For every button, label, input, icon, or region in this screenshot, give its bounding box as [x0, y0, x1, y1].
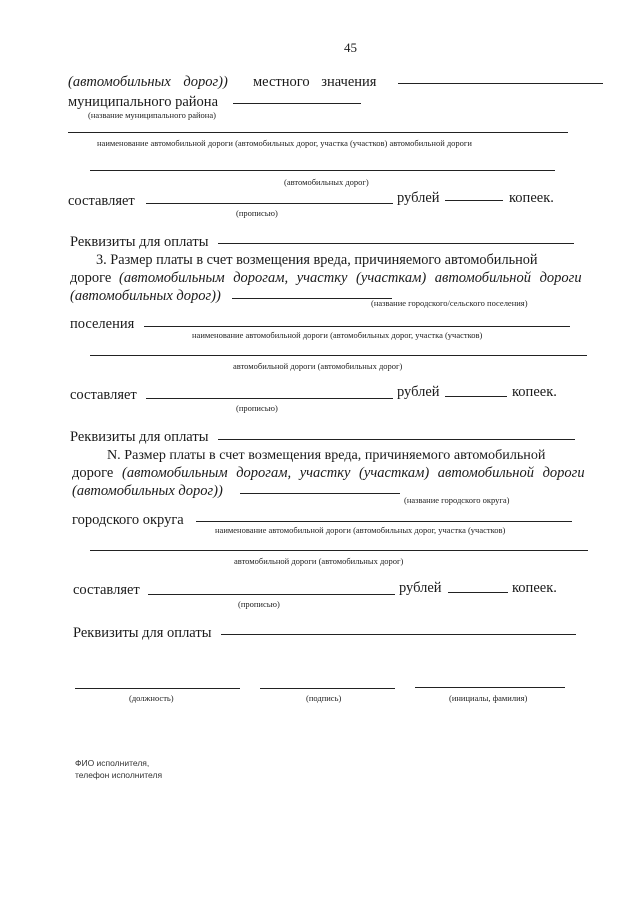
- in-words-caption: (прописью): [236, 208, 278, 218]
- blank-line: [221, 634, 576, 635]
- rubles-label: рублей: [397, 384, 440, 400]
- section-n-road-italic: (автомобильным дорогам, участку (участкам) автомобильной дороги: [122, 465, 585, 481]
- amount-label: составляет: [68, 193, 135, 209]
- blank-line: [144, 326, 570, 327]
- blank-line: [445, 200, 503, 201]
- executor-phone-label: телефон исполнителя: [75, 770, 163, 780]
- blank-line: [218, 439, 575, 440]
- blank-line: [90, 170, 555, 171]
- road-name-caption-2: (автомобильных дорог): [284, 177, 369, 187]
- position-signature-line: [75, 688, 240, 689]
- position-caption: (должность): [129, 693, 174, 703]
- section-n-road-word: дороге: [72, 465, 114, 481]
- settlement-label: поселения: [70, 316, 135, 332]
- blank-line: [448, 592, 508, 593]
- road-name-caption: наименование автомобильной дороги (автомобильных дорог, участка (участков): [192, 330, 483, 340]
- blank-line: [232, 298, 392, 299]
- blank-line: [68, 132, 568, 133]
- rubles-label: рублей: [399, 580, 442, 596]
- payment-details-label: Реквизиты для оплаты: [70, 234, 209, 250]
- initials-signature-line: [415, 687, 565, 688]
- section-n-road-italic-2: (автомобильных дорог)): [72, 483, 223, 499]
- section-3-road-italic: (автомобильным дорогам, участку (участкам) автомобильной дороги: [119, 270, 582, 286]
- blank-line: [146, 398, 393, 399]
- road-name-caption: наименование автомобильной дороги (автомобильных дорог, участка (участков) автомобильной дороги: [97, 138, 472, 148]
- city-district-caption: (название городского округа): [404, 495, 510, 505]
- blank-line: [240, 493, 400, 494]
- blank-line: [146, 203, 393, 204]
- amount-label: составляет: [70, 387, 137, 403]
- blank-line: [445, 396, 507, 397]
- district-caption: (название муниципального района): [88, 110, 216, 120]
- blank-line: [90, 355, 587, 356]
- page-number: 45: [344, 40, 357, 55]
- local-significance-text: местного значения: [253, 74, 377, 90]
- road-name-caption-2: автомобильной дороги (автомобильных дорог): [234, 556, 404, 566]
- signature-caption: (подпись): [306, 693, 342, 703]
- executor-name-label: ФИО исполнителя,: [75, 758, 150, 768]
- blank-line: [90, 550, 588, 551]
- payment-details-label: Реквизиты для оплаты: [70, 429, 209, 445]
- blank-line: [398, 83, 603, 84]
- rubles-label: рублей: [397, 190, 440, 206]
- blank-line: [196, 521, 572, 522]
- amount-label: составляет: [73, 582, 140, 598]
- in-words-caption: (прописью): [236, 403, 278, 413]
- road-name-caption-2: автомобильной дороги (автомобильных дорог): [233, 361, 403, 371]
- district-label: муниципального района: [68, 94, 218, 110]
- signature-line: [260, 688, 395, 689]
- kopecks-label: копеек.: [509, 190, 554, 206]
- section-3-road-word: дороге: [70, 270, 112, 286]
- blank-line: [148, 594, 395, 595]
- road-name-caption: наименование автомобильной дороги (автомобильных дорог, участка (участков): [215, 525, 506, 535]
- initials-caption: (инициалы, фамилия): [449, 693, 528, 703]
- section-3-heading: 3. Размер платы в счет возмещения вреда, причиняемого автомобильной: [96, 252, 538, 268]
- payment-details-label: Реквизиты для оплаты: [73, 625, 212, 641]
- section-n-heading: N. Размер платы в счет возмещения вреда, причиняемого автомобильной: [107, 447, 546, 463]
- kopecks-label: копеек.: [512, 580, 557, 596]
- road-italic-text: (автомобильных дорог)): [68, 74, 228, 90]
- blank-line: [218, 243, 574, 244]
- kopecks-label: копеек.: [512, 384, 557, 400]
- settlement-caption: (название городского/сельского поселения): [371, 298, 528, 308]
- section-3-road-italic-2: (автомобильных дорог)): [70, 288, 221, 304]
- blank-line: [233, 103, 361, 104]
- in-words-caption: (прописью): [238, 599, 280, 609]
- city-district-label: городского округа: [72, 512, 184, 528]
